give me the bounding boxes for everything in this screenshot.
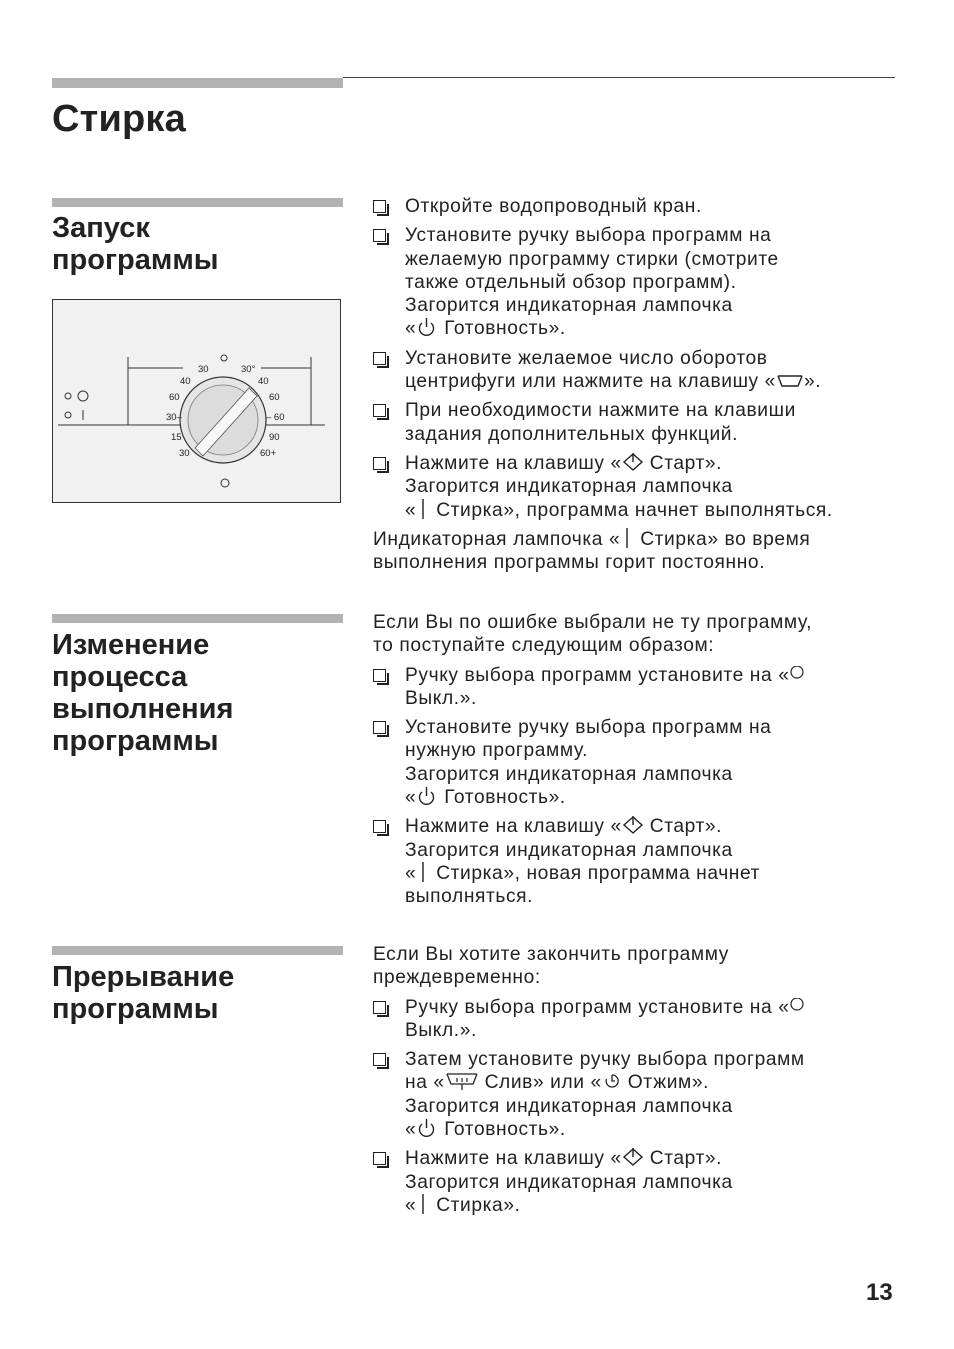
text-span: Нажмите на клавишу « xyxy=(405,1148,622,1170)
text-span: Готовность». xyxy=(438,1119,566,1141)
text-span: Нажмите на клавишу « xyxy=(405,452,622,474)
checkbox-bullet-icon xyxy=(373,1053,386,1066)
paragraph xyxy=(373,528,903,575)
text-line: задания дополнительных функций. xyxy=(405,423,739,445)
heading-line: программы xyxy=(52,244,219,276)
text-span: ». xyxy=(803,371,822,393)
text-line xyxy=(405,786,903,809)
text-span: Индикаторная лампочка « xyxy=(373,528,621,550)
power-icon xyxy=(416,317,438,337)
section-start-body xyxy=(373,195,903,580)
text-line xyxy=(373,528,903,551)
heading-line: Прерывание xyxy=(52,961,235,993)
checkbox-bullet-icon xyxy=(373,1001,386,1014)
temp-label: 90 xyxy=(269,432,280,443)
text-line: также отдельный обзор программ). xyxy=(405,271,737,293)
temp-label: 60 xyxy=(169,392,180,403)
off-circle-icon xyxy=(789,998,805,1016)
heading-line: Запуск xyxy=(52,212,150,244)
text-span: Стирка». xyxy=(430,1194,521,1216)
text-line: Загорится индикаторная лампочка xyxy=(405,476,733,498)
text-span: Ручку выбора программ установите на « xyxy=(405,664,790,686)
list-item xyxy=(373,716,903,809)
page-number: 13 xyxy=(866,1279,893,1306)
text-line xyxy=(405,452,903,475)
text-line xyxy=(405,996,903,1019)
text-span: « xyxy=(405,1119,417,1141)
start-icon xyxy=(622,1147,644,1167)
wash-bar-icon xyxy=(416,862,430,882)
heading-line: программы xyxy=(52,725,219,757)
text-span: Стирка» во время xyxy=(634,528,811,550)
checkbox-bullet-icon xyxy=(373,457,386,470)
text-line xyxy=(405,815,903,838)
text-line: Установите ручку выбора программ на xyxy=(405,225,772,247)
text-line: Откройте водопроводный кран. xyxy=(405,196,702,217)
program-dial-diagram xyxy=(53,300,340,502)
text-line xyxy=(405,499,903,522)
text-line xyxy=(405,370,903,393)
text-line: Установите ручку выбора программ на xyxy=(405,717,772,739)
text-line: преждевременно: xyxy=(373,967,541,989)
text-line: Загорится индикаторная лампочка xyxy=(405,1095,733,1117)
text-span: « xyxy=(405,1194,417,1216)
text-span: Нажмите на клавишу « xyxy=(405,816,622,838)
list-item xyxy=(373,1147,903,1217)
start-icon xyxy=(622,452,644,472)
text-span: Ручку выбора программ установите на « xyxy=(405,996,790,1018)
checkbox-bullet-icon xyxy=(373,669,386,682)
text-line: Если Вы хотите закончить программу xyxy=(373,944,729,965)
heading-line: процесса xyxy=(52,661,188,693)
text-span: Старт». xyxy=(643,816,723,838)
list-item xyxy=(373,996,903,1043)
power-icon xyxy=(416,1118,438,1138)
text-span: Стирка», новая программа начнет xyxy=(430,862,761,884)
text-line xyxy=(405,862,903,885)
section-bar xyxy=(52,198,343,207)
list-item xyxy=(373,224,903,340)
text-span: Отжим». xyxy=(621,1072,710,1094)
temp-label: 60+ xyxy=(260,448,277,459)
temp-label: 60 xyxy=(269,392,280,403)
text-line: Установите желаемое число оборотов xyxy=(405,347,768,369)
checkbox-bullet-icon xyxy=(373,352,386,365)
text-span: « xyxy=(405,318,417,340)
off-circle-icon xyxy=(789,666,805,684)
temp-label: 30 xyxy=(198,364,209,375)
text-span: на « xyxy=(405,1072,445,1094)
checkbox-bullet-icon xyxy=(373,1152,386,1165)
text-line: Загорится индикаторная лампочка xyxy=(405,763,733,785)
temp-label: 15 xyxy=(171,432,182,443)
list-item xyxy=(373,815,903,908)
list-item xyxy=(373,399,903,446)
heading-line: Изменение xyxy=(52,629,210,661)
text-line: то поступайте следующим образом: xyxy=(373,635,715,657)
checkbox-bullet-icon xyxy=(373,721,386,734)
section-heading-start xyxy=(52,212,219,276)
text-line xyxy=(405,1194,903,1217)
temp-label: 30° xyxy=(241,364,256,375)
checkbox-bullet-icon xyxy=(373,820,386,833)
section-heading-change xyxy=(52,629,233,757)
list-item xyxy=(373,347,903,394)
text-line: Выкл.». xyxy=(405,1019,477,1041)
start-icon xyxy=(622,815,644,835)
checkbox-bullet-icon xyxy=(373,229,386,242)
wash-bar-icon xyxy=(416,499,430,519)
list-item xyxy=(373,195,903,218)
text-line: Затем установите ручку выбора программ xyxy=(405,1049,805,1071)
text-span: Слив» или « xyxy=(478,1072,602,1094)
text-line: выполнения программы горит постоянно. xyxy=(373,552,766,574)
spin-icon xyxy=(602,1071,622,1091)
text-line xyxy=(405,317,903,340)
spin-key-icon xyxy=(776,372,804,390)
page-title: Стирка xyxy=(52,98,186,140)
checkbox-bullet-icon xyxy=(373,200,386,213)
section-bar xyxy=(52,946,343,955)
checkbox-bullet-icon xyxy=(373,404,386,417)
paragraph xyxy=(373,611,903,658)
temp-label: 40 xyxy=(258,376,269,387)
wash-bar-icon xyxy=(620,528,634,548)
text-line xyxy=(405,1118,903,1141)
text-line: Загорится индикаторная лампочка xyxy=(405,1171,733,1193)
control-panel-illustration xyxy=(52,299,341,503)
text-line: нужную программу. xyxy=(405,740,589,762)
text-line: При необходимости нажмите на клавиши xyxy=(405,400,796,422)
text-span: Готовность». xyxy=(438,787,566,809)
heading-line: программы xyxy=(52,993,219,1025)
text-span: « xyxy=(405,862,417,884)
text-line: Загорится индикаторная лампочка xyxy=(405,839,733,861)
temp-label: 30 xyxy=(179,448,190,459)
heading-line: выполнения xyxy=(52,693,234,725)
list-item xyxy=(373,1048,903,1141)
text-span: центрифуги или нажмите на клавишу « xyxy=(405,371,776,393)
top-bar xyxy=(52,78,343,88)
text-line: Загорится индикаторная лампочка xyxy=(405,295,733,317)
text-span: « xyxy=(405,787,417,809)
text-line: желаемую программу стирки (смотрите xyxy=(405,248,779,270)
text-line: Если Вы по ошибке выбрали не ту программу, xyxy=(373,612,813,633)
section-bar xyxy=(52,614,343,623)
text-line: выполняться. xyxy=(405,886,534,908)
temp-label: – 60 xyxy=(266,412,285,423)
text-span: Старт». xyxy=(643,452,723,474)
list-item xyxy=(373,452,903,522)
text-span: Стирка», программа начнет выполняться. xyxy=(430,499,833,521)
power-icon xyxy=(416,786,438,806)
text-span: Старт». xyxy=(643,1148,723,1170)
text-line xyxy=(405,1071,903,1094)
list-item xyxy=(373,664,903,711)
section-change-body xyxy=(373,611,903,915)
drain-icon xyxy=(445,1071,479,1091)
text-line: Выкл.». xyxy=(405,687,477,709)
section-heading-interrupt xyxy=(52,961,234,1025)
temp-label: 30– xyxy=(166,412,182,423)
temp-label: 40 xyxy=(180,376,191,387)
text-span: « xyxy=(405,499,417,521)
top-rule xyxy=(343,77,895,78)
text-line xyxy=(405,1147,903,1170)
wash-bar-icon xyxy=(416,1194,430,1214)
text-line xyxy=(405,664,903,687)
paragraph xyxy=(373,943,903,990)
text-span: Готовность». xyxy=(438,318,566,340)
section-interrupt-body xyxy=(373,943,903,1223)
